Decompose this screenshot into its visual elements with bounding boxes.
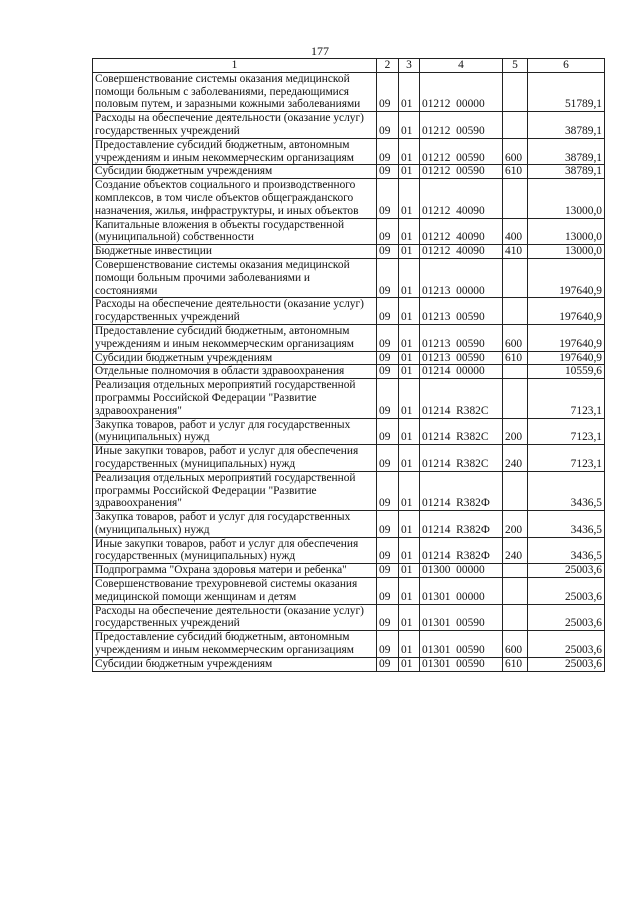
- section-cell: 09: [377, 471, 399, 510]
- table-row: [93, 365, 605, 379]
- amount-cell: 3436,5: [528, 471, 605, 510]
- section-cell: 09: [377, 218, 399, 245]
- subsection-cell: 01: [399, 471, 420, 510]
- subsection-cell: 01: [399, 324, 420, 351]
- section-cell: 09: [377, 631, 399, 658]
- target-article-cell: 01214 00000: [420, 365, 503, 379]
- name-cell: Реализация отдельных мероприятий государственной программы Российской Федерации "Развитие здравоохранения": [93, 471, 377, 510]
- target-article-cell: 01301 00590: [420, 631, 503, 658]
- subsection-cell: 01: [399, 365, 420, 379]
- amount-cell: 13000,0: [528, 179, 605, 218]
- target-article-cell: 01301 00000: [420, 578, 503, 605]
- table-row: [93, 165, 605, 179]
- table-row: [93, 604, 605, 631]
- header-row: [93, 59, 605, 73]
- table-row: [93, 258, 605, 297]
- expense-type-cell: 200: [503, 418, 528, 445]
- name-cell: Создание объектов социального и производственного комплексов, в том числе объектов общегражданского назначения, жилья, инфраструктуры, и иных объектов: [93, 179, 377, 218]
- target-article-cell: 01214 R382Ф: [420, 471, 503, 510]
- name-cell: Расходы на обеспечение деятельности (оказание услуг) государственных учреждений: [93, 298, 377, 325]
- name-cell: Расходы на обеспечение деятельности (оказание услуг) государственных учреждений: [93, 604, 377, 631]
- expense-type-cell: 610: [503, 165, 528, 179]
- section-cell: 09: [377, 578, 399, 605]
- amount-cell: 25003,6: [528, 657, 605, 671]
- expense-type-cell: [503, 365, 528, 379]
- expense-type-cell: [503, 471, 528, 510]
- name-cell: Закупка товаров, работ и услуг для государственных (муниципальных) нужд: [93, 418, 377, 445]
- amount-cell: 7123,1: [528, 379, 605, 418]
- table-row: [93, 138, 605, 165]
- section-cell: 09: [377, 165, 399, 179]
- subsection-cell: 01: [399, 445, 420, 472]
- amount-cell: 25003,6: [528, 564, 605, 578]
- subsection-cell: 01: [399, 179, 420, 218]
- amount-cell: 7123,1: [528, 445, 605, 472]
- amount-cell: 13000,0: [528, 218, 605, 245]
- name-cell: Отдельные полномочия в области здравоохранения: [93, 365, 377, 379]
- subsection-cell: 01: [399, 138, 420, 165]
- section-cell: 09: [377, 324, 399, 351]
- expense-type-cell: [503, 379, 528, 418]
- table-row: [93, 379, 605, 418]
- target-article-cell: 01300 00000: [420, 564, 503, 578]
- name-cell: Совершенствование системы оказания медицинской помощи больным с заболеваниями, передающимися половым путем, и заразными кожными заболеваниями: [93, 72, 377, 111]
- subsection-cell: 01: [399, 564, 420, 578]
- expense-type-cell: 400: [503, 218, 528, 245]
- header-cell: 1: [93, 59, 377, 73]
- budget-table: [92, 58, 605, 672]
- expense-type-cell: [503, 564, 528, 578]
- header-cell: 4: [420, 59, 503, 73]
- table-row: [93, 245, 605, 259]
- section-cell: 09: [377, 537, 399, 564]
- header-cell: 6: [528, 59, 605, 73]
- name-cell: Закупка товаров, работ и услуг для государственных (муниципальных) нужд: [93, 511, 377, 538]
- amount-cell: 197640,9: [528, 258, 605, 297]
- expense-type-cell: 600: [503, 324, 528, 351]
- header-cell: 3: [399, 59, 420, 73]
- amount-cell: 7123,1: [528, 418, 605, 445]
- table-row: [93, 218, 605, 245]
- amount-cell: 197640,9: [528, 298, 605, 325]
- table-row: [93, 657, 605, 671]
- subsection-cell: 01: [399, 631, 420, 658]
- table-row: [93, 72, 605, 111]
- expense-type-cell: [503, 258, 528, 297]
- section-cell: 09: [377, 138, 399, 165]
- expense-type-cell: 240: [503, 445, 528, 472]
- target-article-cell: 01214 R382C: [420, 418, 503, 445]
- section-cell: 09: [377, 72, 399, 111]
- expense-type-cell: [503, 179, 528, 218]
- amount-cell: 51789,1: [528, 72, 605, 111]
- subsection-cell: 01: [399, 418, 420, 445]
- section-cell: 09: [377, 365, 399, 379]
- table-row: [93, 179, 605, 218]
- subsection-cell: 01: [399, 165, 420, 179]
- expense-type-cell: [503, 72, 528, 111]
- amount-cell: 197640,9: [528, 324, 605, 351]
- target-article-cell: 01213 00590: [420, 351, 503, 365]
- section-cell: 09: [377, 245, 399, 259]
- name-cell: Расходы на обеспечение деятельности (оказание услуг) государственных учреждений: [93, 112, 377, 139]
- name-cell: Субсидии бюджетным учреждениям: [93, 165, 377, 179]
- target-article-cell: 01213 00590: [420, 298, 503, 325]
- subsection-cell: 01: [399, 72, 420, 111]
- table-row: [93, 418, 605, 445]
- target-article-cell: 01213 00590: [420, 324, 503, 351]
- target-article-cell: 01212 40090: [420, 245, 503, 259]
- target-article-cell: 01214 R382C: [420, 445, 503, 472]
- target-article-cell: 01212 00590: [420, 165, 503, 179]
- name-cell: Предоставление субсидий бюджетным, автономным учреждениям и иным некоммерческим организациям: [93, 138, 377, 165]
- section-cell: 09: [377, 351, 399, 365]
- name-cell: Реализация отдельных мероприятий государственной программы Российской Федерации "Развитие здравоохранения": [93, 379, 377, 418]
- section-cell: 09: [377, 298, 399, 325]
- target-article-cell: 01214 R382Ф: [420, 511, 503, 538]
- amount-cell: 25003,6: [528, 631, 605, 658]
- section-cell: 09: [377, 511, 399, 538]
- table-row: [93, 564, 605, 578]
- table-row: [93, 511, 605, 538]
- target-article-cell: 01212 00000: [420, 72, 503, 111]
- section-cell: 09: [377, 258, 399, 297]
- target-article-cell: 01212 40090: [420, 179, 503, 218]
- subsection-cell: 01: [399, 537, 420, 564]
- subsection-cell: 01: [399, 657, 420, 671]
- name-cell: Совершенствование системы оказания медицинской помощи больным прочими заболеваниями и состояниями: [93, 258, 377, 297]
- subsection-cell: 01: [399, 578, 420, 605]
- subsection-cell: 01: [399, 258, 420, 297]
- name-cell: Предоставление субсидий бюджетным, автономным учреждениям и иным некоммерческим организациям: [93, 631, 377, 658]
- target-article-cell: 01301 00590: [420, 657, 503, 671]
- subsection-cell: 01: [399, 604, 420, 631]
- name-cell: Капитальные вложения в объекты государственной (муниципальной) собственности: [93, 218, 377, 245]
- amount-cell: 197640,9: [528, 351, 605, 365]
- expense-type-cell: [503, 604, 528, 631]
- subsection-cell: 01: [399, 379, 420, 418]
- amount-cell: 3436,5: [528, 537, 605, 564]
- target-article-cell: 01301 00590: [420, 604, 503, 631]
- expense-type-cell: 200: [503, 511, 528, 538]
- header-cell: 5: [503, 59, 528, 73]
- amount-cell: 25003,6: [528, 604, 605, 631]
- subsection-cell: 01: [399, 351, 420, 365]
- name-cell: Предоставление субсидий бюджетным, автономным учреждениям и иным некоммерческим организациям: [93, 324, 377, 351]
- table-row: [93, 537, 605, 564]
- amount-cell: 38789,1: [528, 138, 605, 165]
- section-cell: 09: [377, 418, 399, 445]
- expense-type-cell: [503, 298, 528, 325]
- section-cell: 09: [377, 564, 399, 578]
- target-article-cell: 01212 00590: [420, 112, 503, 139]
- expense-type-cell: 600: [503, 631, 528, 658]
- expense-type-cell: [503, 578, 528, 605]
- amount-cell: 10559,6: [528, 365, 605, 379]
- table-row: [93, 324, 605, 351]
- amount-cell: 38789,1: [528, 112, 605, 139]
- section-cell: 09: [377, 657, 399, 671]
- expense-type-cell: 610: [503, 351, 528, 365]
- expense-type-cell: 610: [503, 657, 528, 671]
- subsection-cell: 01: [399, 218, 420, 245]
- section-cell: 09: [377, 112, 399, 139]
- section-cell: 09: [377, 445, 399, 472]
- name-cell: Совершенствование трехуровневой системы оказания медицинской помощи женщинам и детям: [93, 578, 377, 605]
- header-cell: 2: [377, 59, 399, 73]
- section-cell: 09: [377, 604, 399, 631]
- name-cell: Иные закупки товаров, работ и услуг для обеспечения государственных (муниципальных) нужд: [93, 537, 377, 564]
- expense-type-cell: 600: [503, 138, 528, 165]
- target-article-cell: 01212 40090: [420, 218, 503, 245]
- table-row: [93, 351, 605, 365]
- target-article-cell: 01213 00000: [420, 258, 503, 297]
- section-cell: 09: [377, 379, 399, 418]
- section-cell: 09: [377, 179, 399, 218]
- name-cell: Бюджетные инвестиции: [93, 245, 377, 259]
- subsection-cell: 01: [399, 245, 420, 259]
- name-cell: Субсидии бюджетным учреждениям: [93, 657, 377, 671]
- expense-type-cell: 410: [503, 245, 528, 259]
- target-article-cell: 01212 00590: [420, 138, 503, 165]
- subsection-cell: 01: [399, 112, 420, 139]
- table-row: [93, 445, 605, 472]
- expense-type-cell: [503, 112, 528, 139]
- amount-cell: 3436,5: [528, 511, 605, 538]
- table-row: [93, 298, 605, 325]
- target-article-cell: 01214 R382Ф: [420, 537, 503, 564]
- subsection-cell: 01: [399, 511, 420, 538]
- table-row: [93, 112, 605, 139]
- name-cell: Иные закупки товаров, работ и услуг для обеспечения государственных (муниципальных) нужд: [93, 445, 377, 472]
- table-row: [93, 471, 605, 510]
- expense-type-cell: 240: [503, 537, 528, 564]
- name-cell: Субсидии бюджетным учреждениям: [93, 351, 377, 365]
- amount-cell: 25003,6: [528, 578, 605, 605]
- table-row: [93, 578, 605, 605]
- amount-cell: 38789,1: [528, 165, 605, 179]
- name-cell: Подпрограмма "Охрана здоровья матери и ребенка": [93, 564, 377, 578]
- target-article-cell: 01214 R382C: [420, 379, 503, 418]
- subsection-cell: 01: [399, 298, 420, 325]
- table-row: [93, 631, 605, 658]
- amount-cell: 13000,0: [528, 245, 605, 259]
- page-number: 177: [311, 44, 329, 58]
